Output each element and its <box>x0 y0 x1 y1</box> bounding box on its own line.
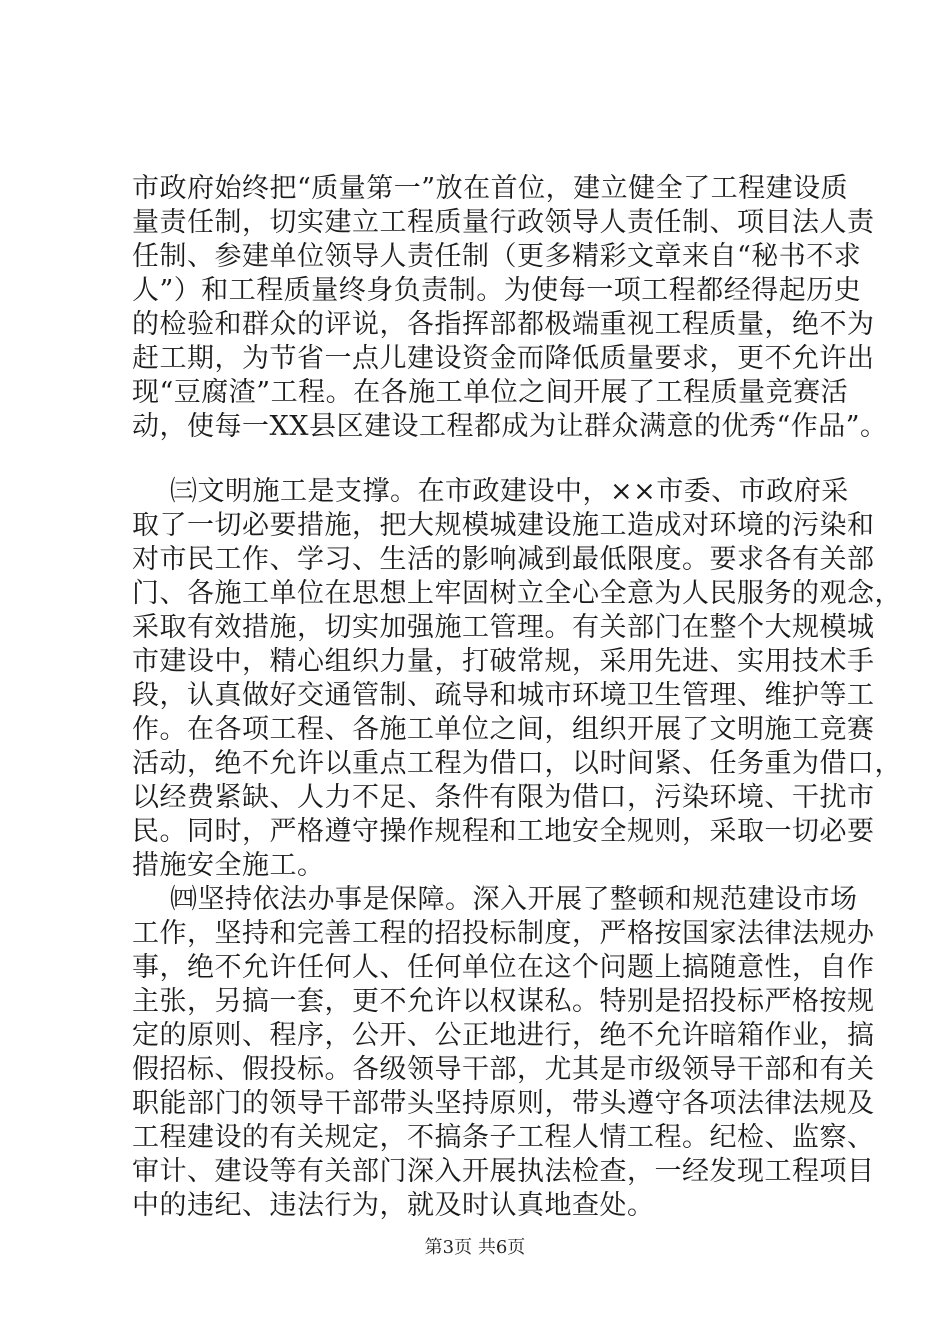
text-line: 事，绝不允许任何人、任何单位在这个问题上搞随意性，自作 <box>132 952 875 983</box>
text-line: 取了一切必要措施，把大规模城建设施工造成对环境的污染和 <box>132 510 875 541</box>
text-line: 主张，另搞一套，更不允许以权谋私。特别是招投标严格按规 <box>132 986 875 1017</box>
text-line: 动，使每一XX县区建设工程都成为让群众满意的优秀“作品”。 <box>132 411 888 442</box>
text-line: 市建设中，精心组织力量，打破常规，采用先进、实用技术手 <box>132 646 875 677</box>
text-line: 职能部门的领导干部带头坚持原则，带头遵守各项法律法规及 <box>132 1088 875 1119</box>
text-line: 民。同时，严格遵守操作规程和工地安全规则，采取一切必要 <box>132 816 875 847</box>
text-line: 作。在各项工程、各施工单位之间，组织开展了文明施工竞赛 <box>132 714 875 745</box>
text-line: 活动，绝不允许以重点工程为借口，以时间紧、任务重为借口， <box>132 748 902 779</box>
text-line: 门、各施工单位在思想上牢固树立全心全意为人民服务的观念， <box>132 578 902 609</box>
text-line: 段，认真做好交通管制、疏导和城市环境卫生管理、维护等工 <box>132 680 875 711</box>
text-line: 中的违纪、违法行为，就及时认真地查处。 <box>132 1190 655 1221</box>
text-line: 赶工期，为节省一点儿建设资金而降低质量要求，更不允许出 <box>132 343 875 374</box>
paragraph-start-line: ㈢文明施工是支撑。在市政建设中，××市委、市政府采 <box>170 476 849 507</box>
text-line: 以经费紧缺、人力不足、条件有限为借口，污染环境、干扰市 <box>132 782 875 813</box>
text-line: 假招标、假投标。各级领导干部，尤其是市级领导干部和有关 <box>132 1054 875 1085</box>
text-line: 量责任制，切实建立工程质量行政领导人责任制、项目法人责 <box>132 207 875 238</box>
page-number-footer: 第3页 共6页 <box>424 1237 526 1258</box>
text-line: 审计、建设等有关部门深入开展执法检查，一经发现工程项目 <box>132 1156 875 1187</box>
text-line: 定的原则、程序，公开、公正地进行，绝不允许暗箱作业，搞 <box>132 1020 875 1051</box>
text-line: 采取有效措施，切实加强施工管理。有关部门在整个大规模城 <box>132 612 875 643</box>
text-line: 工程建设的有关规定，不搞条子工程人情工程。纪检、监察、 <box>132 1122 875 1153</box>
paragraph-start-line: ㈣坚持依法办事是保障。深入开展了整顿和规范建设市场 <box>170 884 858 915</box>
text-line: 人”）和工程质量终身负责制。为使每一项工程都经得起历史 <box>132 275 862 306</box>
text-line: 的检验和群众的评说，各指挥部都极端重视工程质量，绝不为 <box>132 309 875 340</box>
text-line: 工作，坚持和完善工程的招投标制度，严格按国家法律法规办 <box>132 918 875 949</box>
text-line: 对市民工作、学习、生活的影响减到最低限度。要求各有关部 <box>132 544 875 575</box>
text-line: 任制、参建单位领导人责任制（更多精彩文章来自“秘书不求 <box>132 241 862 272</box>
text-line: 措施安全施工。 <box>132 850 325 881</box>
text-line: 市政府始终把“质量第一”放在首位，建立健全了工程建设质 <box>132 173 849 204</box>
text-line: 现“豆腐渣”工程。在各施工单位之间开展了工程质量竞赛活 <box>132 377 849 408</box>
